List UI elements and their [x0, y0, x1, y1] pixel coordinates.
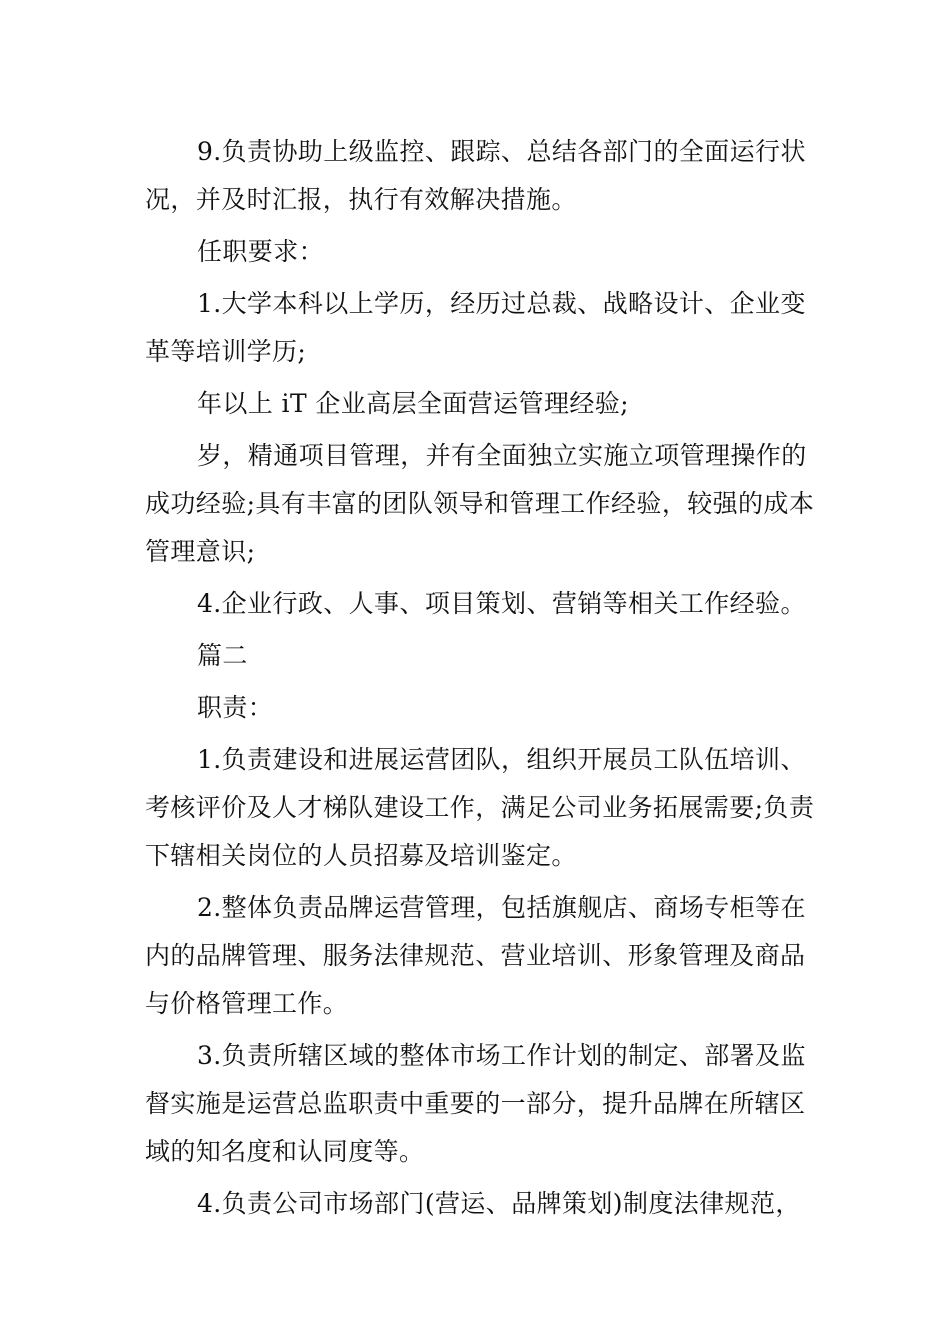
paragraph-requirements-heading: 任职要求：	[197, 237, 325, 266]
paragraph-requirement-3: 岁，精通项目管理，并有全面独立实施立项管理操作的成功经验;具有丰富的团队领导和管理工作经验，较强的成本管理意识;	[145, 441, 815, 566]
paragraph-duty-1: 1.负责建设和进展运营团队，组织开展员工队伍培训、考核评价及人才梯队建设工作，满足公司业务拓展需要;负责下辖相关岗位的人员招募及培训鉴定。	[145, 745, 815, 870]
paragraph-requirement-1: 1.大学本科以上学历，经历过总裁、战略设计、企业变革等培训学历;	[145, 289, 806, 366]
paragraph-duty-4: 4.负责公司市场部门(营运、品牌策划)制度法律规范，	[197, 1189, 801, 1218]
paragraph-requirement-4: 4.企业行政、人事、项目策划、营销等相关工作经验。	[197, 589, 806, 618]
paragraph-section-two-heading: 篇二	[197, 641, 248, 670]
paragraph-duties-heading: 职责：	[197, 693, 274, 722]
paragraph-requirement-2: 年以上 iT 企业高层全面营运管理经验;	[197, 389, 629, 418]
paragraph-duty-3: 3.负责所辖区域的整体市场工作计划的制定、部署及监督实施是运营总监职责中重要的一部分，提升品牌在所辖区域的知名度和认同度等。	[145, 1041, 806, 1166]
paragraph-duty-2: 2.整体负责品牌运营管理，包括旗舰店、商场专柜等在内的品牌管理、服务法律规范、营业培训、形象管理及商品与价格管理工作。	[145, 893, 806, 1018]
paragraph-item-9-monitoring: 9.负责协助上级监控、跟踪、总结各部门的全面运行状况，并及时汇报，执行有效解决措施。	[145, 137, 806, 214]
